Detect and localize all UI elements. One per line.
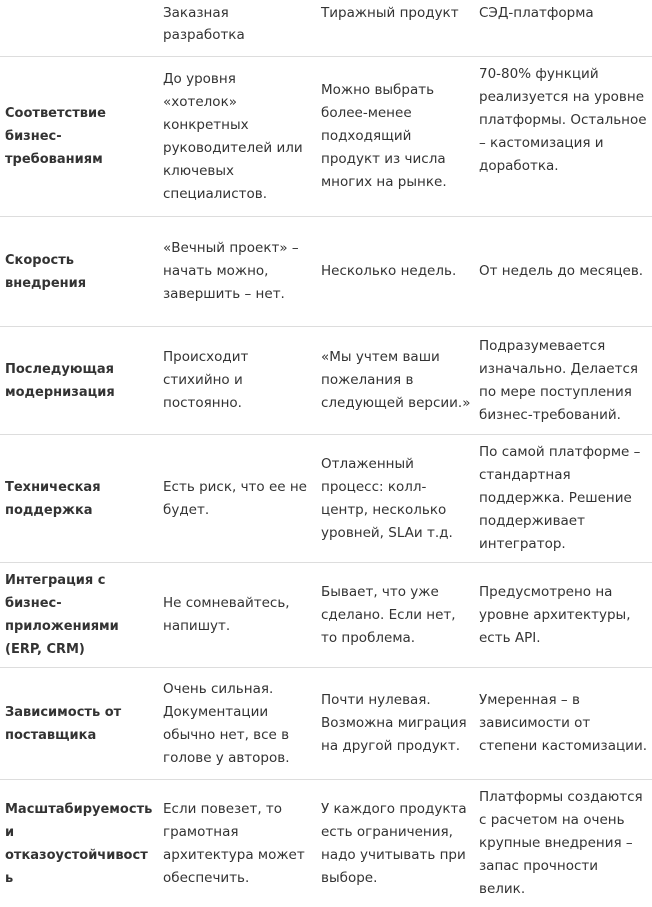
cell-product: Можно выбрать более-менее подходящий продукт из числа многих на рынке. [317,57,475,217]
table-row [0,563,652,668]
cell-custom: Происходит стихийно и постоянно. [159,327,317,435]
row-criterion: Скорость внедрения [0,217,159,327]
table-header [0,0,652,57]
row-criterion: Интеграция с бизнес-приложениями (ERP, CRM) [0,563,159,668]
cell-product: У каждого продукта есть ограничения, надо учитывать при выборе. [317,780,475,907]
cell-custom: Если повезет, то грамотная архитектура может обеспечить. [159,780,317,907]
header-boxed-product: Тиражный продукт [317,0,475,57]
cell-product: Несколько недель. [317,217,475,327]
table-body [0,57,652,907]
cell-custom: Не сомневайтесь, напишут. [159,563,317,668]
cell-platform: Платформы создаются с расчетом на очень крупные внедрения – запас прочности велик. [475,780,652,907]
cell-platform: Умеренная – в зависимости от степени кастомизации. [475,668,652,780]
cell-platform: От недель до месяцев. [475,217,652,327]
cell-product: Почти нулевая. Возможна миграция на другой продукт. [317,668,475,780]
table-row [0,327,652,435]
table-row [0,668,652,780]
cell-platform: 70-80% функций реализуется на уровне платформы. Остальное – кастомизация и доработка. [475,57,652,217]
table-row [0,217,652,327]
header-row [0,0,652,57]
table-row [0,57,652,217]
row-criterion: Зависимость от поставщика [0,668,159,780]
table-row [0,780,652,907]
table-row [0,435,652,563]
cell-custom: До уровня «хотелок» конкретных руководителей или ключевых специалистов. [159,57,317,217]
row-criterion: Соответствие бизнес-требованиям [0,57,159,217]
cell-platform: Предусмотрено на уровне архитектуры, есть API. [475,563,652,668]
row-criterion: Техническая поддержка [0,435,159,563]
cell-custom: Очень сильная. Документации обычно нет, все в голове у авторов. [159,668,317,780]
cell-product: Бывает, что уже сделано. Если нет, то проблема. [317,563,475,668]
cell-product: Отлаженный процесс: колл-центр, несколько уровней, SLAи т.д. [317,435,475,563]
cell-product: «Мы учтем ваши пожелания в следующей версии.» [317,327,475,435]
row-criterion: Масштабируемость и отказоустойчивость [0,780,159,907]
cell-custom: «Вечный проект» – начать можно, завершить – нет. [159,217,317,327]
cell-custom: Есть риск, что ее не будет. [159,435,317,563]
row-criterion: Последующая модернизация [0,327,159,435]
header-criterion [0,0,159,57]
header-edms-platform: СЭД-платформа [475,0,652,57]
cell-platform: Подразумевается изначально. Делается по мере поступления бизнес-требований. [475,327,652,435]
cell-platform: По самой платформе – стандартная поддержка. Решение поддерживает интегратор. [475,435,652,563]
header-custom-development: Заказная разработка [159,0,317,57]
